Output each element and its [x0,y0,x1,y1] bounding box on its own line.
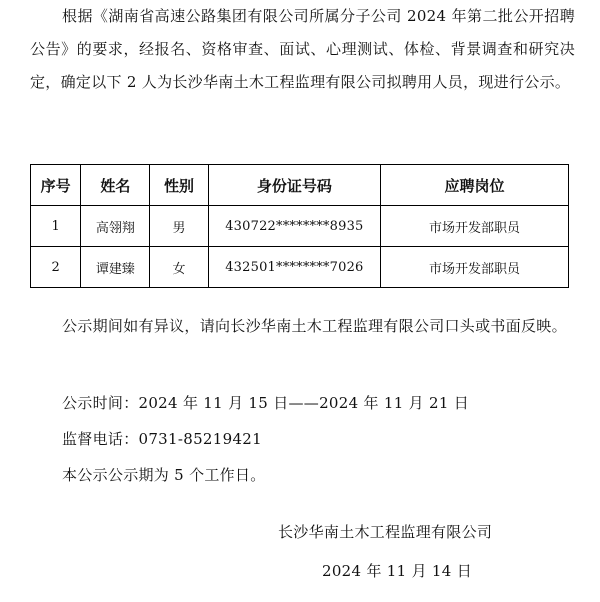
cell-gender: 男 [150,206,208,247]
cell-seq: 1 [31,206,81,247]
publicity-period: 公示时间：2024 年 11 月 15 日——2024 年 11 月 21 日 [62,394,470,412]
cell-post: 市场开发部职员 [381,206,569,247]
cell-name: 谭建臻 [81,247,150,288]
cell-id: 432501********7026 [208,247,380,288]
header-id: 身份证号码 [208,165,380,206]
signature-date: 2024 年 11 月 14 日 [322,562,472,580]
cell-name: 高翎翔 [81,206,150,247]
supervision-phone: 监督电话：0731-85219421 [62,430,262,448]
cell-gender: 女 [150,247,208,288]
cell-id: 430722********8935 [208,206,380,247]
header-name: 姓名 [81,165,150,206]
signature-organization: 长沙华南土木工程监理有限公司 [278,523,493,541]
hire-roster-table [30,164,569,288]
header-seq: 序号 [31,165,81,206]
table-row [31,206,569,247]
cell-post: 市场开发部职员 [381,247,569,288]
intro-paragraph: 根据《湖南省高速公路集团有限公司所属分子公司 2024 年第二批公开招聘公告》的要求，经报名、资格审查、面试、心理测试、体检、背景调查和研究决定，确定以下 2 人为长沙华南土木工程监理有限公司拟聘用人员，现进行公示。 [30,7,575,91]
header-gender: 性别 [150,165,208,206]
header-post: 应聘岗位 [381,165,569,206]
publicity-duration: 本公示公示期为 5 个工作日。 [62,466,266,484]
table-header-row [31,165,569,206]
cell-seq: 2 [31,247,81,288]
table-row [31,247,569,288]
objection-paragraph: 公示期间如有异议，请向长沙华南土木工程监理有限公司口头或书面反映。 [62,317,567,335]
